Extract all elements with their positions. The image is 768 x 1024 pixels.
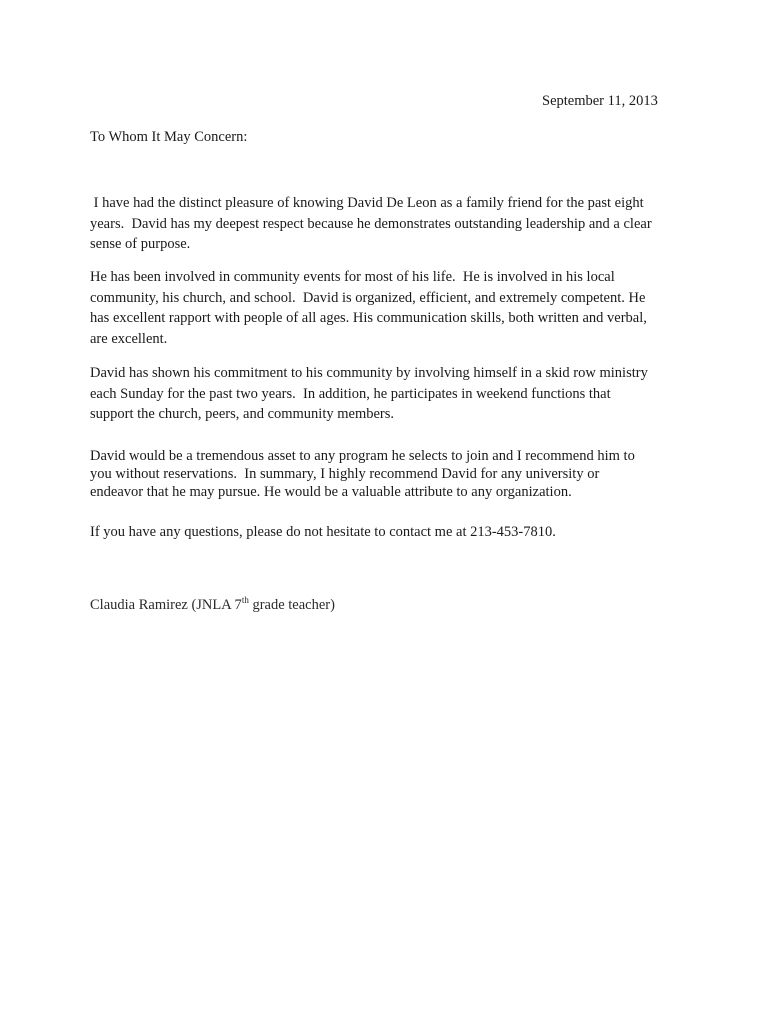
paragraph-line: David has shown his commitment to his community by involving himself in a skid row ministry — [90, 365, 648, 381]
signature-title: grade teacher) — [248, 597, 335, 613]
paragraph-line: support the church, peers, and community members. — [90, 406, 395, 422]
paragraph-2 — [90, 267, 647, 349]
paragraph-line: years. David has my deepest respect because he demonstrates outstanding leadership and a clear — [90, 215, 652, 232]
paragraph-line: each Sunday for the past two years. In addition, he participates in weekend functions that — [90, 385, 611, 402]
signature-ordinal-suffix: th — [241, 595, 249, 605]
paragraph-1 — [90, 193, 652, 255]
signature-name: Claudia Ramirez (JNLA 7 — [90, 597, 242, 613]
paragraph-4 — [90, 447, 635, 501]
signature — [90, 597, 335, 614]
paragraph-line: I have had the distinct pleasure of knowing David De Leon as a family friend for the past eight — [90, 195, 644, 211]
salutation: To Whom It May Concern: — [90, 129, 248, 145]
paragraph-line: endeavor that he may pursue. He would be a valuable attribute to any organization. — [90, 484, 572, 500]
paragraph-line: you without reservations. In summary, I highly recommend David for any university or — [90, 466, 600, 482]
paragraph-line: David would be a tremendous asset to any program he selects to join and I recommend him to — [90, 448, 635, 464]
letter-date: September 11, 2013 — [542, 93, 658, 109]
paragraph-line: He has been involved in community events for most of his life. He is involved in his local — [90, 269, 615, 285]
paragraph-line: are excellent. — [90, 330, 168, 347]
paragraph-line: sense of purpose. — [90, 236, 191, 252]
paragraph-line: If you have any questions, please do not hesitate to contact me at 213-453-7810. — [90, 524, 556, 540]
paragraph-line: community, his church, and school. David is organized, efficient, and extremely competent. He — [90, 289, 646, 306]
paragraph-line: has excellent rapport with people of all ages. His communication skills, both written and verbal, — [90, 310, 647, 326]
paragraph-3 — [90, 363, 648, 425]
paragraph-5 — [90, 524, 556, 541]
